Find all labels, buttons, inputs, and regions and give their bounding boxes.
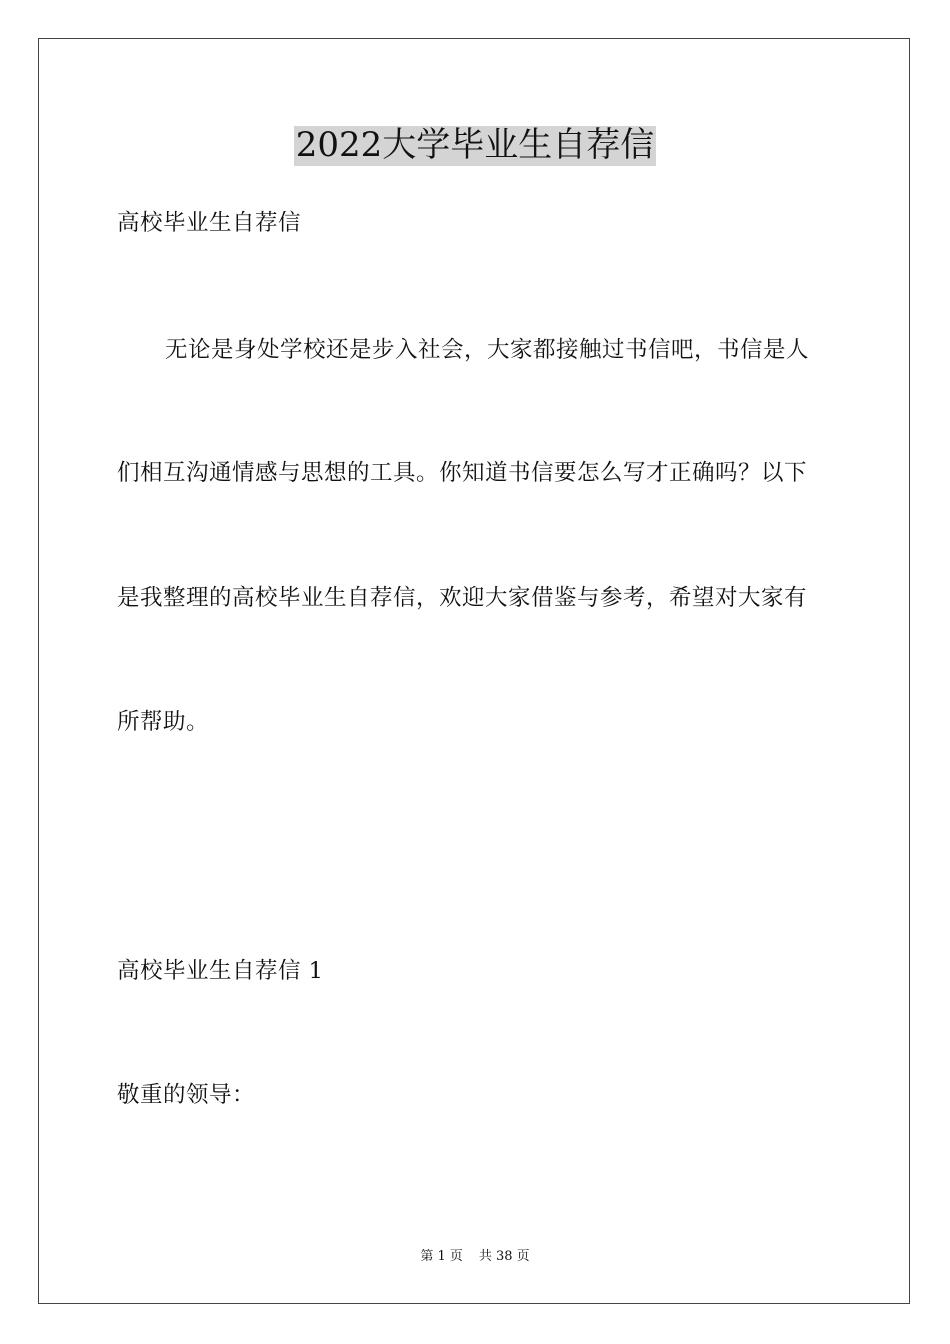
salutation: 敬重的领导： [117, 1082, 256, 1108]
intro-line-3: 是我整理的高校毕业生自荐信，欢迎大家借鉴与参考，希望对大家有 [117, 585, 808, 611]
page-footer [0, 1250, 950, 1263]
intro-line-1: 无论是身处学校还是步入社会，大家都接触过书信吧，书信是人 [165, 337, 810, 363]
page-number-total: 共 38 页 [478, 1249, 530, 1264]
intro-line-2: 们相互沟通情感与思想的工具。你知道书信要怎么写才正确吗？以下 [117, 460, 808, 486]
document-title-text: 2022大学毕业生自荐信 [295, 125, 655, 165]
section-heading: 高校毕业生自荐信 1 [117, 958, 324, 984]
intro-line-4: 所帮助。 [117, 709, 210, 735]
page-number-current: 第 1 页 [420, 1249, 463, 1264]
document-title [0, 126, 950, 166]
subtitle: 高校毕业生自荐信 [117, 210, 302, 236]
